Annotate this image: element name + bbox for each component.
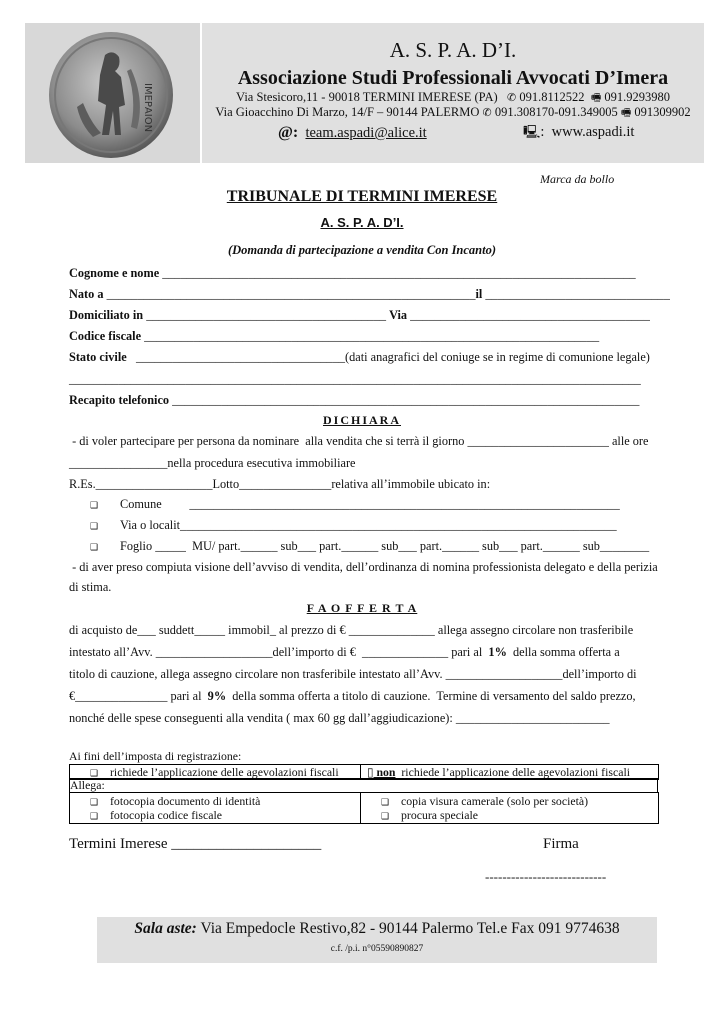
coin-inscription: ΙΜΕΡΑΙΟΝ <box>142 83 153 133</box>
field-stato-label: Stato civile <box>69 350 127 364</box>
document-title: TRIBUNALE DI TERMINI IMERESE <box>226 188 498 205</box>
field-nato-il-label: il <box>475 287 483 301</box>
org-abbreviation: A. S. P. A. D’I. <box>389 38 517 62</box>
document-subtitle: A. S. P. A. D’I. <box>320 215 404 230</box>
visione-line-1: - di aver preso compiuta visione dell’avviso di vendita, dell’ordinanza di nomina professionista delegato e della perizia <box>69 560 658 574</box>
allega-item[interactable] <box>381 808 478 824</box>
field-via-line: _______________________________________ <box>407 308 650 322</box>
allega-right-column <box>361 793 658 823</box>
address-termini-phone: 091.8112522 <box>519 90 585 104</box>
foglio-row[interactable] <box>90 539 660 556</box>
checkbox-icon[interactable]: ❑ <box>90 543 99 553</box>
field-nato[interactable] <box>69 287 670 302</box>
offerta-line-2[interactable] <box>69 645 659 660</box>
comune-line: ______________________________________________________________________ <box>161 497 620 511</box>
field-nato-il-line: ______________________________ <box>482 287 670 301</box>
website-link[interactable]: www.aspadi.it <box>551 124 635 140</box>
footer-address <box>97 920 657 938</box>
address-palermo <box>203 105 703 120</box>
document-description: (Domanda di partecipazione a vendita Con Incanto) <box>227 243 497 257</box>
dichiara-line-2[interactable]: ________________nella procedura esecutiva immobiliare <box>69 456 356 470</box>
foglio-line: Foglio _____ MU/ part.______ sub___ part.______ sub___ part.______ sub___ part.______ sub________ <box>120 539 650 553</box>
email-symbol: @: <box>278 124 299 141</box>
via-localita-line: _______________________________________________________________________ <box>180 518 617 532</box>
field-stato-line: __________________________________ <box>126 350 345 364</box>
checkbox-icon[interactable]: ❑ <box>90 501 99 511</box>
checkbox-icon[interactable]: ❑ <box>90 522 99 532</box>
field-codice-line: __________________________________________________________________________ <box>141 329 600 343</box>
via-localita-label: Via o localit <box>120 518 181 532</box>
checkbox-icon[interactable]: ❑ <box>90 812 99 822</box>
phone-icon: ✆ <box>507 91 517 104</box>
offerta-percent-1: 1% <box>488 645 507 659</box>
via-localita-row[interactable] <box>90 518 660 535</box>
phone-icon: ✆ <box>482 106 492 119</box>
footer-address-text: Via Empedocle Restivo,82 - 90144 Palermo Tel.e Fax 091 9774638 <box>196 920 620 937</box>
imposta-non-text: non <box>373 765 396 779</box>
field-via-label: Via <box>389 308 408 322</box>
checkbox-icon[interactable]: ▯ <box>367 765 374 779</box>
offerta-line-5[interactable]: nonché delle spese conseguenti alla vendita ( max 60 gg dall’aggiudicazione): _________________________ <box>69 711 610 725</box>
dichiara-line-3[interactable]: R.Es.___________________Lotto_______________relativa all’immobile ubicato in: <box>69 477 491 491</box>
field-recapito[interactable] <box>69 393 659 408</box>
fax-icon: 🖷 <box>620 106 632 119</box>
header-divider <box>200 23 202 163</box>
letterhead-text <box>203 23 703 142</box>
checkbox-icon[interactable]: ❑ <box>90 769 99 779</box>
marca-da-bollo: Marca da bollo <box>540 172 615 186</box>
offerta-percent-9: 9% <box>207 689 227 703</box>
offerta-heading: F A O F F E R T A <box>306 601 418 615</box>
allega-left-column <box>70 793 361 823</box>
offerta-line-2a: intestato all’Avv. ___________________dell’importo di € ______________ pari al <box>69 645 489 659</box>
field-cognome-line: _____________________________________________________________________________ <box>159 266 636 280</box>
checkbox-icon[interactable]: ❑ <box>381 812 390 822</box>
offerta-line-3[interactable]: titolo di cauzione, allega assegno circolare non trasferibile intestato all’Avv. ___________________dell’importo di <box>69 667 637 681</box>
allega-procura: procura speciale <box>401 808 478 822</box>
visione-line-2: di stima. <box>69 580 112 594</box>
imposta-option-2-text: richiede l’applicazione delle agevolazioni fiscali <box>395 765 630 779</box>
dichiara-heading: DICHIARA <box>322 413 401 427</box>
field-blank-line[interactable]: _____________________________________________________________________________________________ <box>69 372 641 386</box>
letterhead <box>25 23 704 163</box>
signature-place[interactable]: Termini Imerese ____________________ <box>69 836 322 852</box>
signature-firma-label: Firma <box>543 836 579 852</box>
offerta-line-2b: della somma offerta a <box>506 645 620 659</box>
comune-row[interactable] <box>90 497 660 514</box>
field-cognome[interactable] <box>69 266 659 281</box>
field-domiciliato[interactable] <box>69 308 659 323</box>
field-nato-line: ____________________________________________________________ <box>103 287 476 301</box>
allega-label: Allega: <box>69 778 658 792</box>
offerta-line-4b: della somma offerta a titolo di cauzione. Termine di versamento del saldo prezzo, <box>226 689 636 703</box>
checkbox-icon[interactable]: ❑ <box>381 798 390 808</box>
dichiara-line-1[interactable]: - di voler partecipare per persona da nominare alla vendita che si terrà il giorno _______________________ alle ore <box>69 434 649 448</box>
field-stato-civile[interactable] <box>69 350 659 365</box>
org-name: Associazione Studi Professionali Avvocati D’Imera <box>237 67 669 89</box>
imposta-option-1-text: richiede l’applicazione delle agevolazioni fiscali <box>110 765 339 779</box>
signature-line[interactable]: ---------------------------- <box>485 869 607 884</box>
field-nato-label: Nato a <box>69 287 104 301</box>
computer-icon: 🖳 <box>523 125 541 140</box>
address-palermo-fax: 091309902 <box>634 105 691 119</box>
field-recapito-line: ____________________________________________________________________________ <box>169 393 640 407</box>
offerta-line-1[interactable]: di acquisto de___ suddett_____ immobil_ al prezzo di € ______________ allega assegno circolare non trasferibile <box>69 623 634 637</box>
address-termini <box>203 90 703 105</box>
checkbox-icon[interactable]: ❑ <box>90 798 99 808</box>
footer-cf: c.f. /p.i. n°05590890827 <box>330 944 424 954</box>
address-palermo-phone: 091.308170-091.349005 <box>494 105 618 119</box>
allega-documento: fotocopia documento di identità <box>110 794 261 808</box>
web-symbol: : <box>540 124 545 140</box>
address-termini-fax: 091.9293980 <box>604 90 670 104</box>
imposta-option-richiede[interactable] <box>70 765 361 779</box>
comune-label: Comune <box>120 497 162 511</box>
allega-visura: copia visura camerale (solo per società) <box>401 794 589 808</box>
field-codice-fiscale[interactable] <box>69 329 659 344</box>
footer-sala-label: Sala aste: <box>134 920 197 937</box>
imposta-label: Ai fini dell’imposta di registrazione: <box>69 749 242 763</box>
allega-codice-fiscale: fotocopia codice fiscale <box>110 808 223 822</box>
field-domiciliato-label: Domiciliato in <box>69 308 144 322</box>
address-termini-street: Via Stesicoro,11 - 90018 TERMINI IMERESE (PA) <box>236 90 498 104</box>
field-recapito-label: Recapito telefonico <box>69 393 170 407</box>
field-cognome-label: Cognome e nome <box>69 266 160 280</box>
allega-item[interactable] <box>90 808 222 824</box>
footer <box>97 917 657 963</box>
address-palermo-street: Via Gioacchino Di Marzo, 14/F – 90144 PALERMO <box>215 105 480 119</box>
imposta-option-non-richiede[interactable] <box>361 765 658 779</box>
offerta-line-4[interactable] <box>69 689 659 704</box>
fax-icon: 🖷 <box>590 91 602 104</box>
field-stato-note: (dati anagrafici del coniuge se in regime di comunione legale) <box>345 350 650 364</box>
field-domiciliato-line: _______________________________________ <box>143 308 390 322</box>
field-codice-label: Codice fiscale <box>69 329 142 343</box>
allega-table <box>69 792 659 824</box>
contact-row <box>203 124 703 142</box>
email-link[interactable]: team.aspadi@alice.it <box>305 125 427 141</box>
offerta-line-4a: €_______________ pari al <box>69 689 208 703</box>
coin-logo <box>25 23 200 163</box>
